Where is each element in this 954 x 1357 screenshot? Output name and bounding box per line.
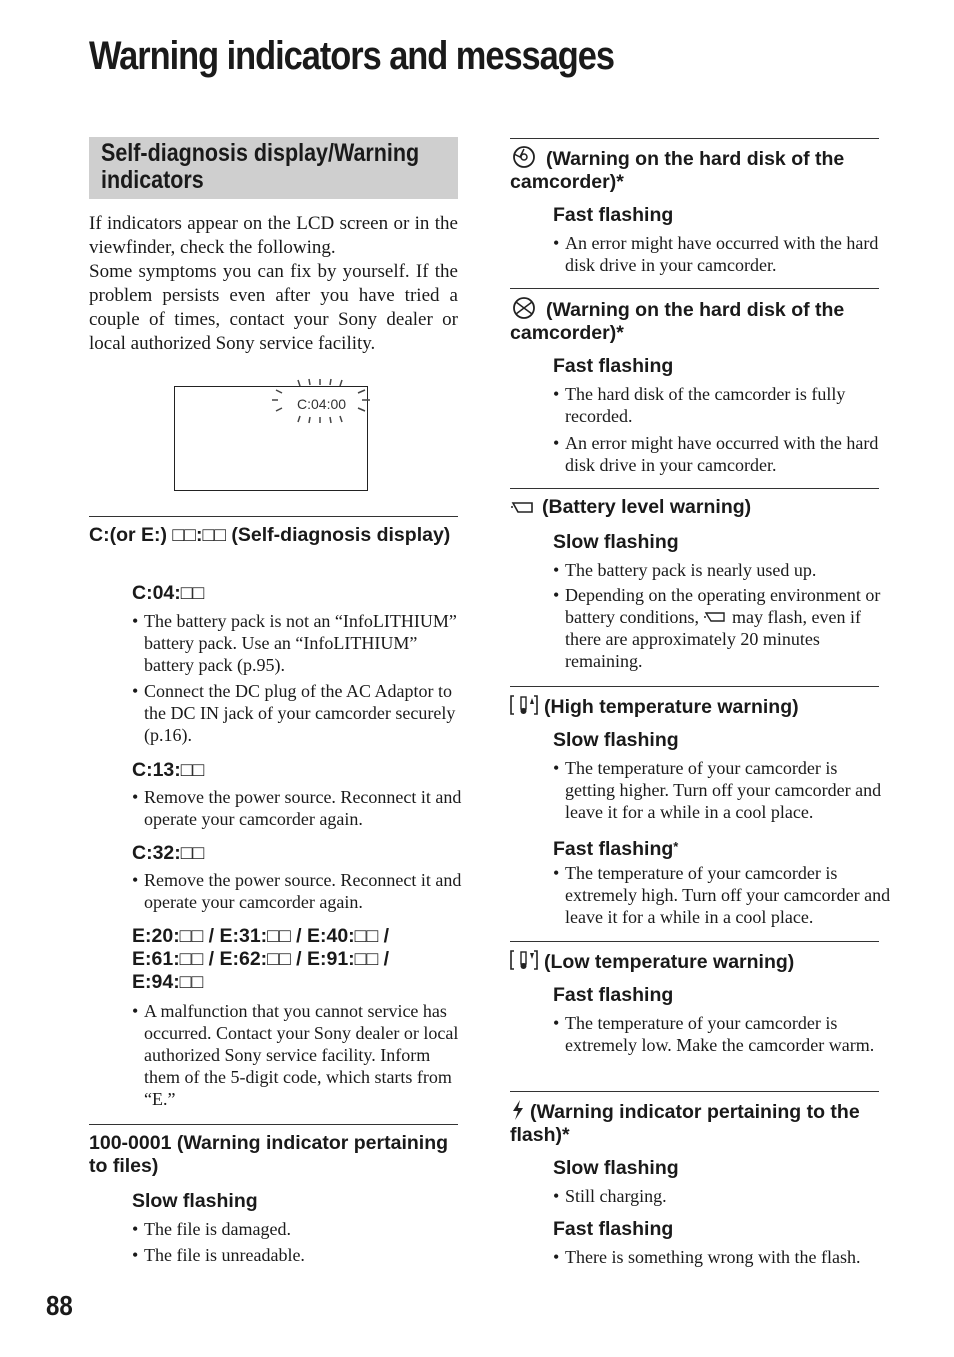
list-item: • Remove the power source. Reconnect it and operate your camcorder again. xyxy=(132,869,470,913)
list-item: • An error might have occurred with the hard disk drive in your camcorder. xyxy=(553,232,891,276)
page-title: Warning indicators and messages xyxy=(89,34,614,78)
list-item: • The hard disk of the camcorder is fully recorded. xyxy=(553,383,891,427)
divider xyxy=(510,488,879,489)
list-item: • Depending on the operating environment or battery conditions, may flash, even if there are approximately 20 minutes remaining. xyxy=(553,584,891,672)
section-heading-box xyxy=(89,137,458,199)
list-item: • There is something wrong with the flash. xyxy=(553,1246,891,1268)
code-e-label: E:20:□□ / E:31:□□ / E:40:□□ / E:61:□□ / E:62:□□ / E:91:□□ / E:94:□□ xyxy=(132,925,390,993)
divider xyxy=(510,138,879,139)
list-item: • The temperature of your camcorder is extremely low. Make the camcorder warm. xyxy=(553,1012,891,1056)
list-item: • The battery pack is nearly used up. xyxy=(553,559,891,581)
lcd-code-readout: C:04:00 xyxy=(297,396,347,412)
slow-flashing-label: Slow flashing xyxy=(132,1190,258,1212)
self-diagnosis-heading: C:(or E:) □□:□□ (Self-diagnosis display) xyxy=(89,524,451,546)
fast-flashing-label: Fast flashing* xyxy=(553,838,679,860)
flash-warning-heading: (Warning indicator pertaining to the flash)* xyxy=(510,1101,860,1146)
fast-flashing-label: Fast flashing xyxy=(553,1218,674,1240)
high-temperature-heading: (High temperature warning) xyxy=(510,694,879,719)
battery-icon xyxy=(510,498,536,516)
flash-icon xyxy=(510,1099,526,1121)
hdd-full-warning-heading: (Warning on the hard disk of the camcorder)* xyxy=(510,299,845,344)
divider xyxy=(89,516,458,517)
divider xyxy=(510,941,879,942)
divider xyxy=(510,686,879,687)
page-number: 88 xyxy=(46,1290,73,1321)
fast-flashing-label: Fast flashing xyxy=(553,204,674,226)
divider xyxy=(89,1124,458,1125)
list-item: • Connect the DC plug of the AC Adaptor to the DC IN jack of your camcorder securely (p.16). xyxy=(132,680,470,746)
code-c13-label: C:13:□□ xyxy=(132,759,205,781)
list-item: • The file is damaged. xyxy=(132,1218,470,1240)
intro-paragraph: Some symptoms you can fix by yourself. If the problem persists even after you have tried a couple of times, contact your Sony dealer or local authorized Sony service facility. xyxy=(89,261,458,354)
low-temperature-heading: (Low temperature warning) xyxy=(510,949,879,974)
list-item: • The temperature of your camcorder is extremely high. Turn off your camcorder and leave it for a while in a cool place. xyxy=(553,862,891,928)
list-item: • A malfunction that you cannot service has occurred. Contact your Sony dealer or local authorized Sony service facility. Inform them of the 5-digit code, which starts from “E.” xyxy=(132,1000,470,1110)
slow-flashing-label: Slow flashing xyxy=(553,729,679,751)
intro-text xyxy=(89,212,458,356)
section-heading: Self-diagnosis display/Warning indicators xyxy=(101,139,420,194)
divider xyxy=(510,1091,879,1092)
high-temperature-icon xyxy=(510,694,538,716)
hard-disk-full-icon xyxy=(510,297,540,319)
code-c04-label: C:04:□□ xyxy=(132,582,205,604)
fast-flashing-label: Fast flashing xyxy=(553,984,674,1006)
list-item: • Still charging. xyxy=(553,1185,891,1207)
battery-warning-heading: (Battery level warning) xyxy=(510,496,879,519)
list-item: • The temperature of your camcorder is getting higher. Turn off your camcorder and leave it for a while in a cool place. xyxy=(553,757,891,823)
battery-icon xyxy=(703,609,727,625)
list-item: • Remove the power source. Reconnect it and operate your camcorder again. xyxy=(132,786,470,830)
hard-disk-icon xyxy=(510,146,540,168)
list-item: • The battery pack is not an “InfoLITHIUM” battery pack. Use an “InfoLITHIUM” battery pack (p.95). xyxy=(132,610,470,676)
divider xyxy=(510,288,879,289)
slow-flashing-label: Slow flashing xyxy=(553,1157,679,1179)
intro-paragraph: If indicators appear on the LCD screen or in the viewfinder, check the following. xyxy=(89,213,458,258)
slow-flashing-label: Slow flashing xyxy=(553,531,679,553)
list-item: • An error might have occurred with the hard disk drive in your camcorder. xyxy=(553,432,891,476)
hdd-warning-heading: (Warning on the hard disk of the camcorder)* xyxy=(510,148,845,193)
low-temperature-icon xyxy=(510,949,538,971)
code-c32-label: C:32:□□ xyxy=(132,842,205,864)
files-warning-heading: 100-0001 (Warning indicator pertaining to files) xyxy=(89,1132,449,1177)
list-item: • The file is unreadable. xyxy=(132,1244,470,1266)
fast-flashing-label: Fast flashing xyxy=(553,355,674,377)
